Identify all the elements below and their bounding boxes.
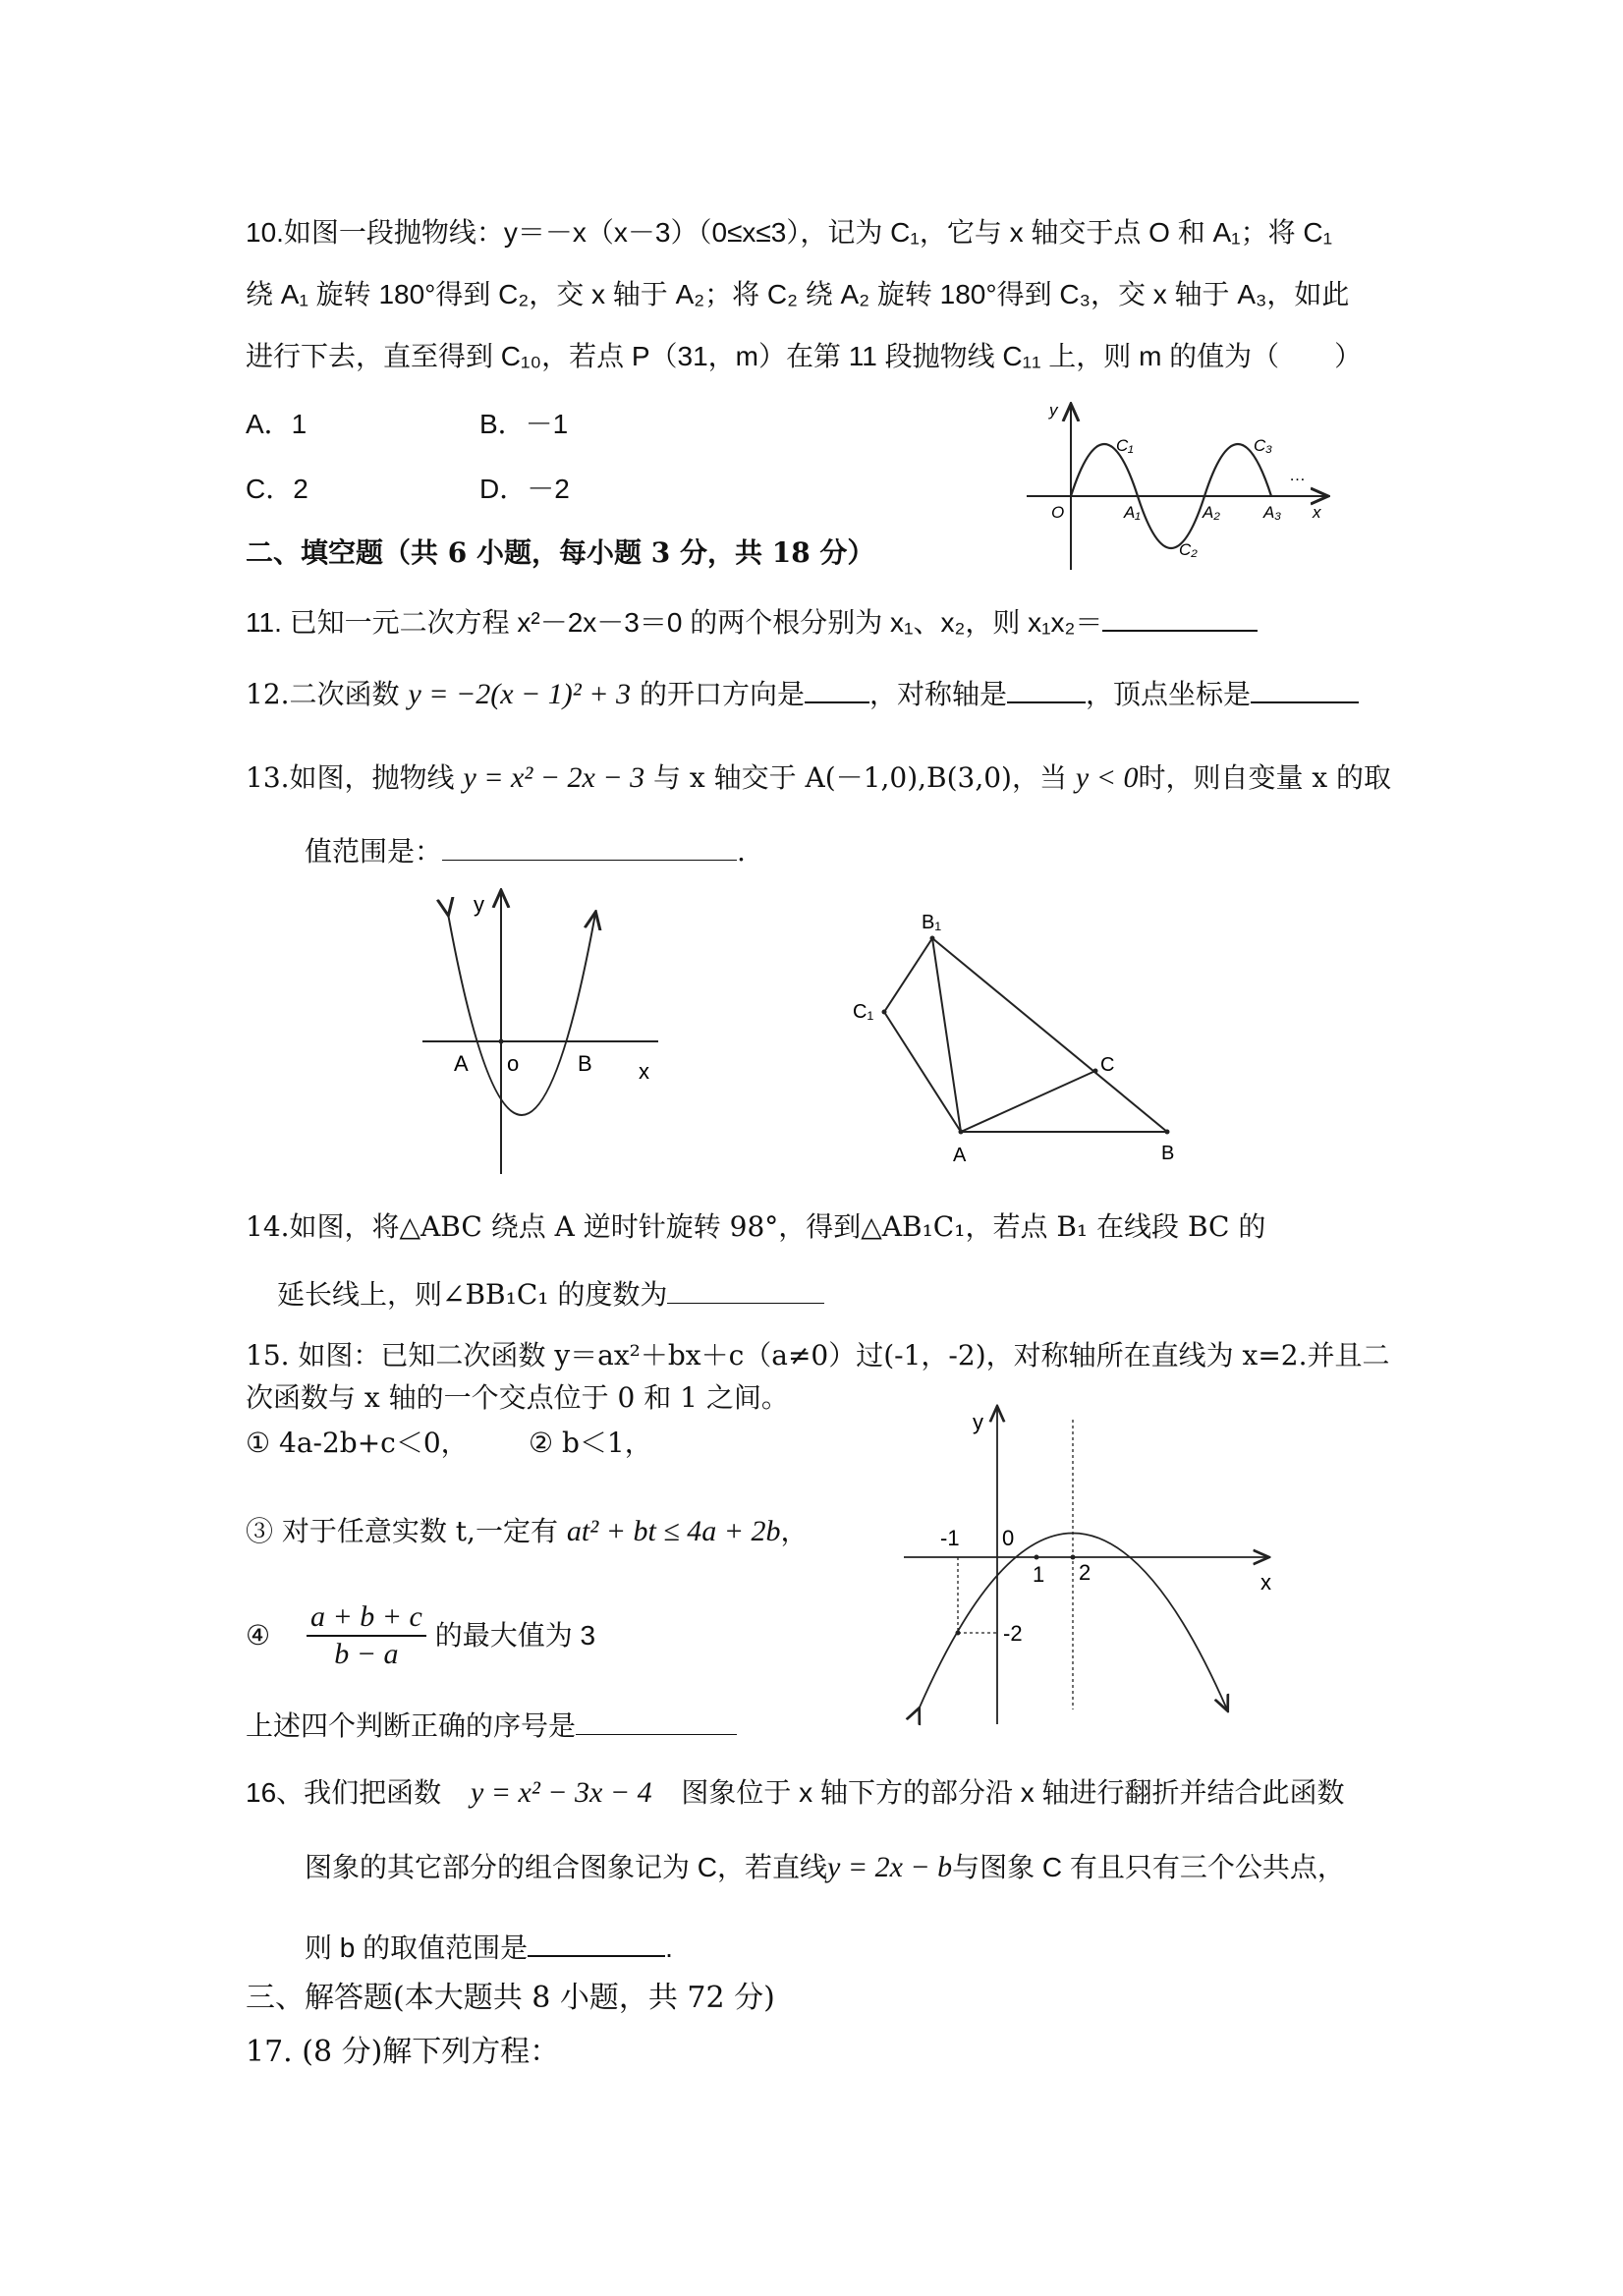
q10-option-c: C．2	[246, 474, 308, 504]
q16-formula: y = x² − 3x − 4	[470, 1776, 652, 1809]
q15-frac-numerator: a + b + c	[307, 1599, 426, 1637]
fig13-origin-dot	[499, 1039, 504, 1044]
fig10-label-x: x	[1313, 503, 1321, 522]
q15-item3-formula: at² + bt ≤ 4a + 2b	[566, 1515, 781, 1547]
q16-line2-prefix: 图象的其它部分的组合图象记为 C，若直线	[305, 1852, 828, 1882]
fig15-label-y: y	[973, 1410, 983, 1434]
q15-item4-num: ④	[246, 1619, 271, 1652]
q13-prefix: 13.如图，抛物线	[246, 761, 455, 794]
q12-text	[246, 674, 1359, 711]
q15-frac-denominator: b − a	[334, 1638, 399, 1670]
fig15-label-x: x	[1260, 1570, 1271, 1595]
fig13-label-a: A	[454, 1051, 469, 1076]
q13-line2-text: 值范围是：	[305, 835, 443, 868]
fig10-label-a3: A₃	[1263, 503, 1282, 522]
q12-mid3: ，顶点坐标是	[1085, 678, 1251, 710]
q15-ask-text: 上述四个判断正确的序号是	[246, 1710, 577, 1741]
q10-line3: 进行下去，直至得到 C₁₀，若点 P（31，m）在第 11 段抛物线 C₁₁ 上，则 m 的值为（ ）	[246, 341, 1363, 371]
fig10-label-a1: A₁	[1124, 503, 1141, 522]
fig14-label-c: C	[1100, 1054, 1115, 1076]
q12-blank-vertex[interactable]	[1251, 674, 1359, 703]
fig15-point-m1-m2	[956, 1631, 961, 1636]
q16-line2	[305, 1851, 1345, 1884]
q12-mid1: 的开口方向是	[639, 678, 805, 710]
q13-formula: y = x² − 2x − 3	[463, 761, 645, 794]
q13-cond: y < 0	[1075, 761, 1139, 794]
q16-line1	[246, 1776, 1345, 1810]
fig15-label-one: 1	[1033, 1562, 1045, 1587]
q12-blank-axis[interactable]	[1007, 674, 1086, 703]
q16-answer-blank[interactable]	[528, 1928, 665, 1957]
q16-prefix: 16、我们把函数	[246, 1777, 442, 1808]
fig14-label-c1: C₁	[853, 1001, 874, 1023]
q10-option-a: A．1	[246, 409, 308, 439]
q15-item4-tail: 的最大值为 3	[434, 1620, 596, 1651]
q12-blank-direction[interactable]	[805, 674, 869, 703]
q16-line3	[305, 1928, 673, 1965]
figure-q15	[899, 1400, 1292, 1729]
q13-line2	[305, 835, 746, 868]
q10-option-b: B．－1	[479, 409, 569, 439]
fig10-label-c3: C₃	[1254, 436, 1273, 455]
q14-line2	[277, 1275, 824, 1312]
fig15-label-zero: 0	[1002, 1526, 1015, 1550]
figure-q13	[413, 884, 668, 1179]
q15-item3-prefix: ③ 对于任意实数 t,一定有	[246, 1515, 558, 1547]
figure-q10	[1022, 398, 1336, 575]
fig15-label-m1: -1	[940, 1526, 960, 1550]
fig10-label-c1: C₁	[1116, 436, 1134, 455]
fig15-label-m2: -2	[1003, 1621, 1023, 1646]
q10-line1: 10.如图一段抛物线：y＝－x（x－3）（0≤x≤3），记为 C₁，它与 x 轴交于点 O 和 A₁；将 C₁	[246, 217, 1333, 248]
fig13-label-o: o	[507, 1051, 520, 1076]
fig10-label-a2: A₂	[1203, 503, 1220, 522]
fig10-dots: …	[1289, 466, 1306, 484]
q15-item2: ② b＜1，	[529, 1427, 652, 1459]
fig14-label-b1: B₁	[922, 912, 942, 933]
fig15-point-1	[1035, 1555, 1039, 1560]
q11-stem: 11. 已知一元二次方程 x²－2x－3＝0 的两个根分别为 x₁、x₂，则 x₁x₂＝	[246, 607, 1103, 638]
q16-end: .	[665, 1932, 673, 1963]
q15-item1: ① 4a-2b+c＜0，	[246, 1427, 469, 1459]
q11-text	[246, 602, 1258, 640]
q14-line2-text: 延长线上，则∠BB₁C₁ 的度数为	[277, 1278, 668, 1311]
fig15-label-two: 2	[1079, 1560, 1091, 1585]
fig14-label-a: A	[953, 1145, 967, 1166]
fig13-parabola	[448, 914, 595, 1115]
q16-line2-formula: y = 2x − b	[827, 1851, 953, 1883]
q10-line2: 绕 A₁ 旋转 180°得到 C₂，交 x 轴于 A₂；将 C₂ 绕 A₂ 旋转 180°得到 C₃，交 x 轴于 A₃，如此	[246, 279, 1350, 309]
q12-formula: y = −2(x − 1)² + 3	[408, 678, 632, 710]
q16-tail: 图象位于 x 轴下方的部分沿 x 轴进行翻折并结合此函数	[681, 1777, 1345, 1808]
fig10-label-o: O	[1051, 503, 1065, 522]
q13-mid: 与 x 轴交于 A(－1,0),B(3,0)，当	[653, 761, 1067, 794]
q10-option-d: D．－2	[479, 474, 570, 504]
fig13-label-y: y	[474, 892, 484, 917]
q14-answer-blank[interactable]	[667, 1275, 824, 1304]
q15-line1: 15. 如图：已知二次函数 y＝ax²＋bx＋c（a≠0）过(-1，-2)，对称轴所在直线为 x=2.并且二	[246, 1339, 1390, 1372]
q15-line2: 次函数与 x 轴的一个交点位于 0 和 1 之间。	[246, 1381, 789, 1414]
q15-item4	[246, 1599, 595, 1672]
q17-text: 17. (8 分)解下列方程：	[246, 2035, 560, 2069]
q15-ask	[246, 1707, 737, 1743]
fig14-label-b: B	[1161, 1143, 1175, 1164]
q13-tail: 时，则自变量 x 的取	[1138, 761, 1392, 794]
fig10-label-y: y	[1049, 401, 1058, 420]
q15-item4-fraction	[307, 1599, 426, 1672]
q15-answer-blank[interactable]	[576, 1707, 737, 1735]
q14-line1: 14.如图，将△ABC 绕点 A 逆时针旋转 98°，得到△AB₁C₁，若点 B₁ 在线段 BC 的	[246, 1210, 1266, 1243]
q13-answer-blank[interactable]	[442, 836, 737, 861]
q15-item3-end: ，	[780, 1515, 809, 1547]
section-2-heading: 二、填空题（共 6 小题，每小题 3 分，共 18 分）	[246, 536, 875, 569]
section-3-heading: 三、解答题(本大题共 8 小题，共 72 分)	[246, 1981, 775, 2015]
q15-item3	[246, 1515, 809, 1548]
q16-line2-tail: 与图象 C 有且只有三个公共点，	[952, 1852, 1345, 1882]
fig10-label-c2: C₂	[1179, 540, 1198, 559]
fig15-point-2	[1071, 1555, 1076, 1560]
q12-mid2: ，对称轴是	[868, 678, 1007, 710]
q13-line1	[246, 761, 1391, 795]
figure-q14	[845, 904, 1199, 1169]
q13-end: .	[737, 835, 746, 868]
fig13-label-b: B	[578, 1051, 592, 1076]
fig13-label-x: x	[639, 1059, 649, 1084]
q16-line3-text: 则 b 的取值范围是	[305, 1932, 529, 1963]
q12-prefix: 12.二次函数	[246, 678, 400, 710]
q11-answer-blank[interactable]	[1102, 602, 1258, 632]
